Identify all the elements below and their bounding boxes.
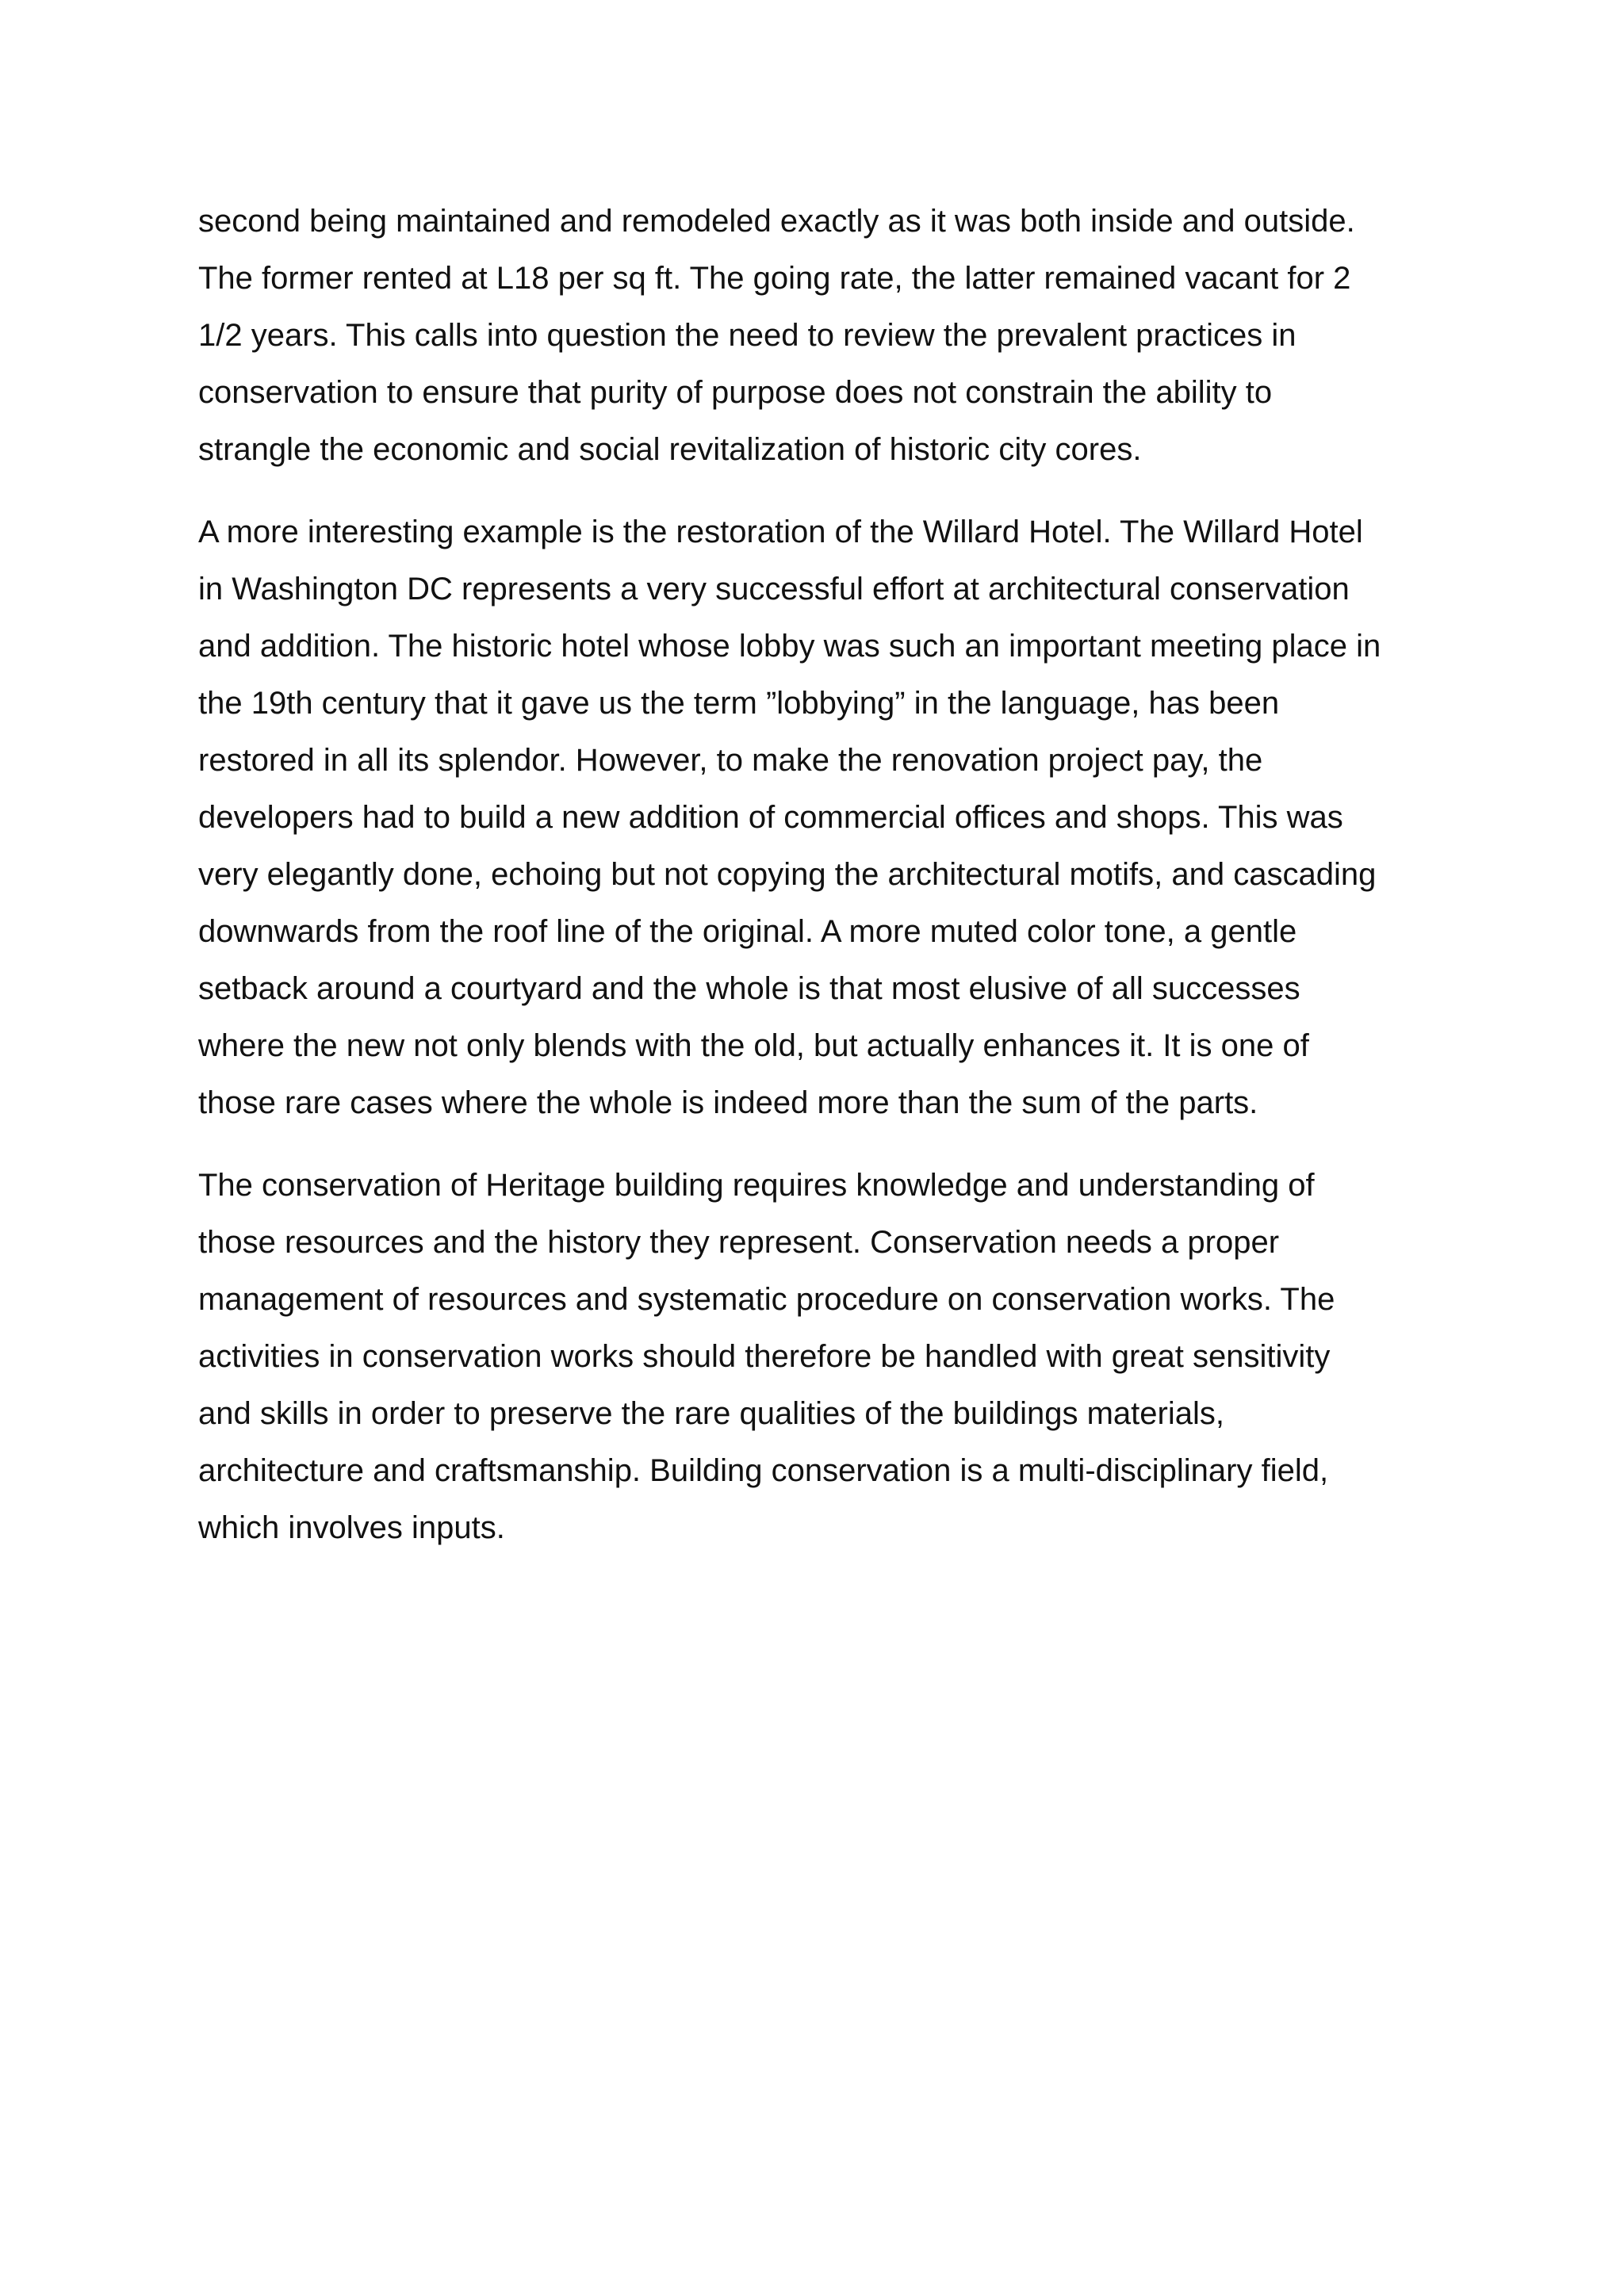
- paragraph-2: A more interesting example is the restoration of the Willard Hotel. The Willard Hotel in Washington DC represents a very successful effort at architectural conservation and addition. The historic hotel whose lobby was such an important meeting place in the 19th century that it gave us the term ”lobbying” in the language, has been restored in all its splendor. However, to make the renovation project pay, the developers had to build a new addition of commercial offices and shops. This was very elegantly done, echoing but not copying the architectural motifs, and cascading downwards from the roof line of the original. A more muted color tone, a gentle setback around a courtyard and the whole is that most elusive of all successes where the new not only blends with the old, but actually enhances it. It is one of those rare cases where the whole is indeed more than the sum of the parts.: [198, 515, 1381, 1120]
- paragraph-1: second being maintained and remodeled exactly as it was both inside and outside. The former rented at L18 per sq ft. The going rate, the latter remained vacant for 2 1/2 years. This calls into question the need to review the prevalent practices in conservation to ensure that purity of purpose does not constrain the ability to strangle the economic and social revitalization of historic city cores.: [198, 204, 1355, 467]
- paragraph-3: The conservation of Heritage building requires knowledge and understanding of those resources and the history they represent. Conservation needs a proper management of resources and systematic procedure on conservation works. The activities in conservation works should therefore be handled with great sensitivity and skills in order to preserve the rare qualities of the buildings materials, architecture and craftsmanship. Building conservation is a multi-disciplinary field, which involves inputs.: [198, 1168, 1335, 1545]
- document-body: [198, 193, 1435, 1582]
